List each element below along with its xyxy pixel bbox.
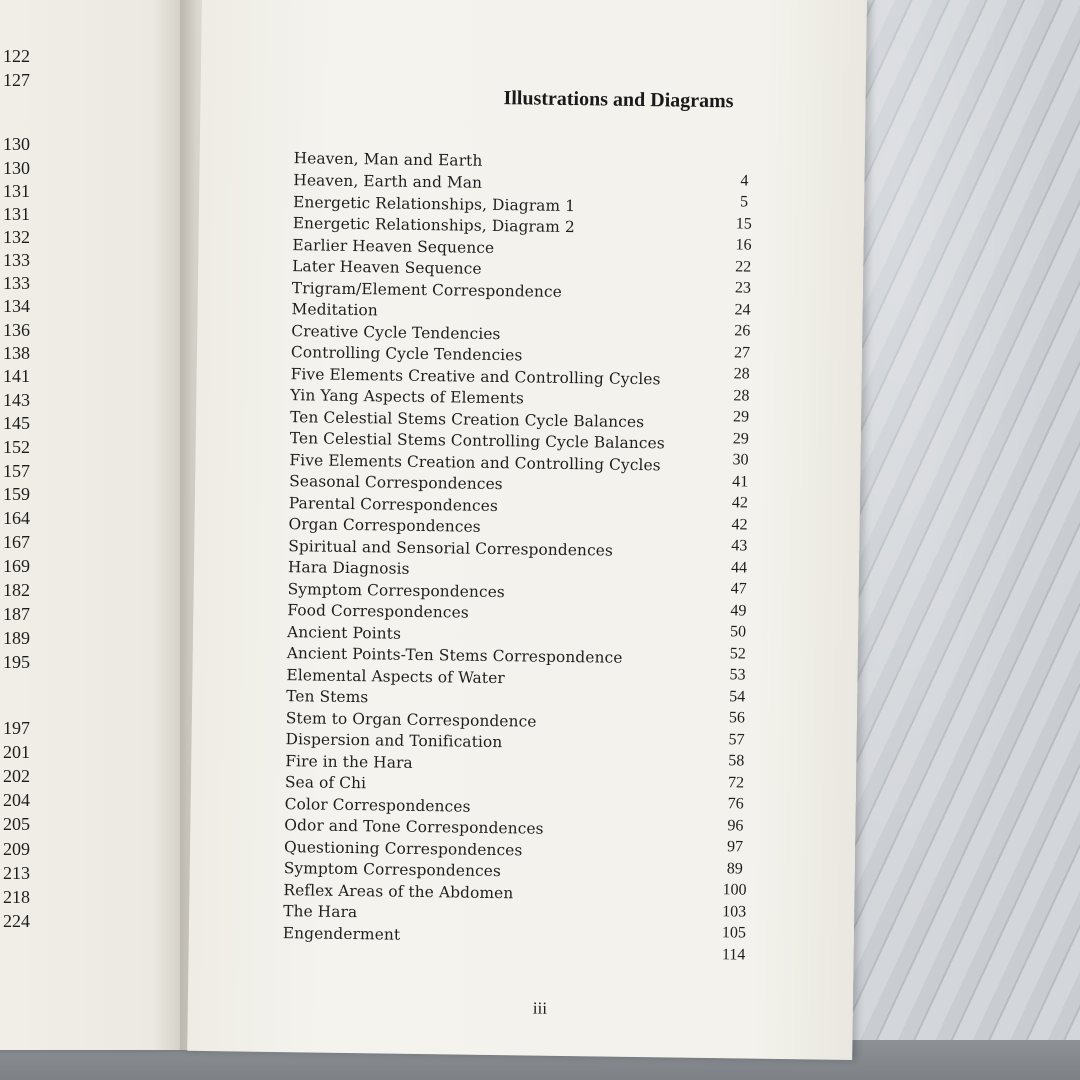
toc-entry: The Hara: [283, 902, 358, 922]
left-page-number: 131: [3, 181, 30, 201]
left-page-number: 157: [3, 461, 30, 481]
left-page-number: 134: [3, 296, 30, 316]
toc-page-number: 16: [735, 236, 752, 254]
toc-page-number: 72: [727, 774, 745, 792]
toc-entry: Five Elements Creative and Controlling Cycles: [290, 365, 661, 389]
toc-page-number: 54: [729, 688, 746, 706]
toc-entry: Controlling Cycle Tendencies: [290, 343, 523, 365]
toc-page-number: 30: [732, 451, 749, 469]
toc-entry: Creative Cycle Tendencies: [291, 322, 501, 344]
toc-entry: Heaven, Earth and Man: [293, 171, 483, 192]
toc-entry: Yin Yang Aspects of Elements: [290, 386, 525, 408]
toc-entry: Odor and Tone Correspondences: [284, 816, 544, 838]
toc-entry: Ten Celestial Stems Controlling Cycle Balances: [289, 429, 665, 453]
toc-page-number: 15: [735, 215, 752, 233]
left-page-number: 152: [3, 437, 30, 457]
toc-page-number: 52: [729, 645, 746, 663]
toc-entry: Color Correspondences: [284, 795, 471, 816]
toc-page-number: 24: [734, 301, 751, 319]
toc-page-number: 43: [731, 537, 748, 555]
toc-page-number: 42: [731, 494, 749, 512]
toc-entry: Elemental Aspects of Water: [286, 666, 505, 688]
toc-page-number: 50: [729, 623, 747, 641]
toc-entry: Ten Stems: [286, 687, 369, 707]
left-page-number: 167: [3, 532, 30, 552]
toc-page-number: 57: [728, 731, 745, 749]
left-page-number: 201: [3, 742, 30, 762]
toc-entry: Trigram/Element Correspondence: [291, 279, 563, 301]
left-page-number: 202: [3, 766, 30, 786]
left-page-number: 143: [3, 390, 30, 410]
toc-page-number: 97: [726, 838, 744, 856]
toc-page-number: 96: [727, 817, 744, 835]
toc-entry: Seasonal Correspondences: [289, 472, 503, 494]
toc-entry: Spiritual and Sensorial Correspondences: [288, 537, 614, 560]
toc-entry: Energetic Relationships, Diagram 1: [292, 193, 576, 216]
toc-entry: Heaven, Man and Earth: [293, 149, 483, 170]
left-page-number: 133: [3, 273, 30, 293]
left-page-number: 164: [3, 508, 30, 528]
toc-entry: Meditation: [291, 300, 378, 320]
page-title: Illustrations and Diagrams: [503, 87, 734, 113]
left-page-number: 159: [3, 484, 30, 504]
left-page-number: 218: [3, 887, 30, 907]
toc-entry: Food Correspondences: [287, 601, 469, 622]
toc-entry: Symptom Correspondences: [287, 580, 505, 602]
toc-entry: Fire in the Hara: [285, 752, 413, 772]
toc-page-number: 76: [727, 795, 744, 813]
left-page-number: 182: [3, 580, 30, 600]
toc-entry: Ancient Points: [286, 623, 402, 643]
toc-page-number: 53: [729, 666, 746, 684]
toc-page-number: 58: [728, 752, 745, 770]
toc-page-number: 4: [740, 172, 749, 190]
toc-page-number: 26: [734, 322, 751, 340]
left-page-number: 130: [3, 158, 30, 178]
toc-page-number: 47: [730, 580, 747, 598]
toc-page-number: 41: [732, 473, 749, 491]
toc-page-number: 22: [735, 258, 752, 276]
left-page-number: 189: [3, 628, 30, 648]
left-book-page: [0, 0, 195, 1050]
toc-page-number: 105: [721, 924, 747, 942]
toc-page-number: 29: [732, 408, 750, 426]
toc-page-number: 42: [731, 516, 748, 534]
toc-page-number: 5: [739, 193, 749, 211]
toc-entry: Dispersion and Tonification: [285, 730, 503, 752]
left-page-number: 132: [3, 227, 30, 247]
right-book-page: [187, 0, 867, 1060]
left-page-number: 122: [3, 46, 30, 66]
left-page-number: 209: [3, 839, 30, 859]
toc-entry: Symptom Correspondences: [283, 859, 502, 881]
toc-page-number: 44: [730, 559, 748, 577]
toc-page-number: 27: [733, 344, 751, 362]
left-page-number: 136: [3, 320, 30, 340]
toc-entry: Five Elements Creation and Controlling Cycles: [289, 451, 661, 475]
toc-page-number: 103: [722, 903, 747, 921]
left-page-number: 145: [3, 413, 30, 433]
toc-page-number: 114: [721, 946, 746, 964]
toc-entry: Later Heaven Sequence: [292, 257, 482, 278]
toc-entry: Reflex Areas of the Abdomen: [283, 881, 514, 903]
left-page-number: 141: [3, 366, 30, 386]
left-page-number: 169: [3, 556, 30, 576]
toc-page-number: 28: [733, 387, 750, 405]
toc-entry: Ancient Points-Ten Stems Correspondence: [286, 644, 623, 667]
toc-page-number: 49: [730, 602, 747, 620]
toc-entry: Stem to Organ Correspondence: [285, 709, 537, 731]
left-page-number: 205: [3, 814, 30, 834]
left-page-number: 213: [3, 863, 30, 883]
toc-entry: Organ Correspondences: [288, 515, 481, 536]
toc-page-number: 100: [722, 881, 747, 899]
toc-entry: Hara Diagnosis: [287, 558, 410, 578]
left-page-number: 224: [3, 911, 30, 931]
left-page-number: 130: [3, 134, 30, 154]
toc-page-number: 56: [728, 709, 746, 727]
left-page-number: 204: [3, 790, 30, 810]
toc-page-number: 29: [732, 430, 749, 448]
toc-entry: Engenderment: [282, 924, 401, 944]
page-folio: iii: [532, 998, 548, 1018]
left-page-number: 187: [3, 604, 30, 624]
toc-entry: Ten Celestial Stems Creation Cycle Balances: [289, 408, 645, 432]
toc-entry: Questioning Correspondences: [283, 838, 523, 860]
left-page-number: 197: [3, 718, 30, 738]
toc-page-number: 28: [733, 365, 750, 383]
toc-page-number: 23: [734, 279, 752, 297]
toc-entry: Parental Correspondences: [288, 494, 499, 516]
left-page-number: 131: [3, 204, 30, 224]
toc-page-number: 89: [726, 860, 743, 878]
left-page-number: 138: [3, 343, 30, 363]
left-page-number: 195: [3, 652, 30, 672]
left-page-number: 133: [3, 250, 30, 270]
toc-entry: Earlier Heaven Sequence: [292, 236, 495, 257]
left-page-number: 127: [3, 70, 30, 90]
toc-entry: Sea of Chi: [284, 773, 367, 793]
toc-entry: Energetic Relationships, Diagram 2: [292, 214, 575, 237]
